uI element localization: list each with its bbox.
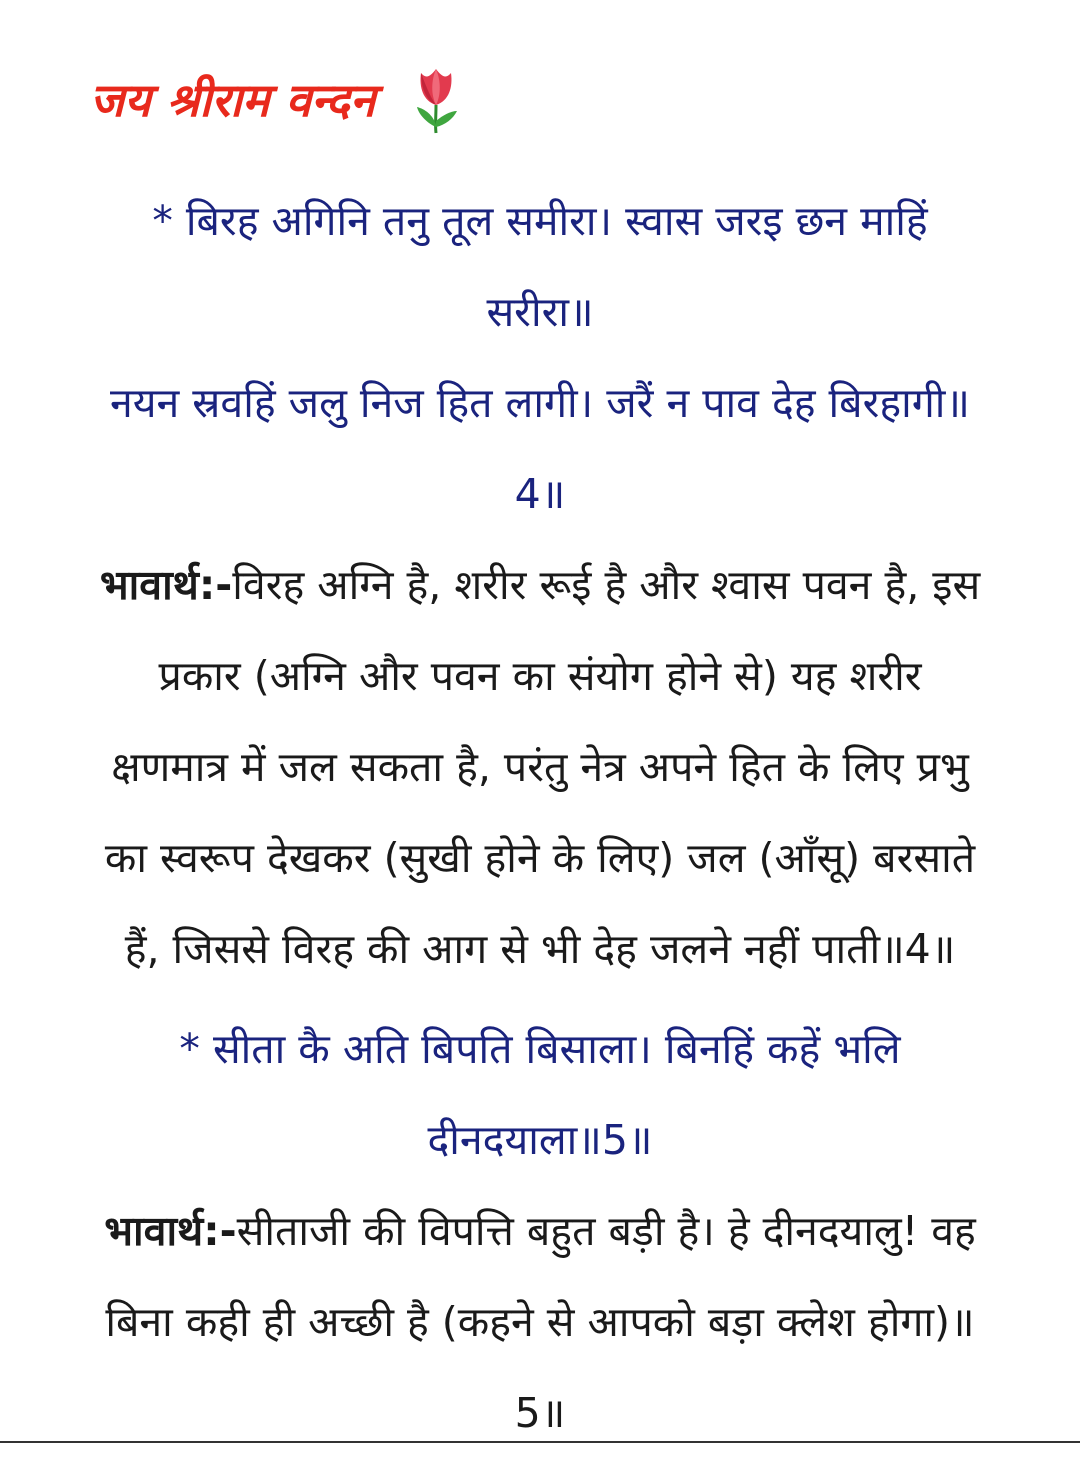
verse-line: * बिरह अगिनि तनु तूल समीरा। स्वास जरइ छन माहिं: [152, 197, 928, 245]
tulip-icon: [409, 65, 463, 135]
meaning-text: सीताजी की विपत्ति बहुत बड़ी है। हे दीनदयालु! वह: [236, 1207, 976, 1255]
verse-line: दीनदयाला॥5॥: [427, 1116, 653, 1164]
verse-line: सरीरा॥: [486, 288, 594, 336]
meaning-label: भावार्थ:-: [99, 561, 233, 609]
meaning-line: बिना कही ही अच्छी है (कहने से आपको बड़ा क्लेश होगा)॥: [105, 1298, 975, 1346]
verse-line: * सीता कै अति बिपति बिसाला। बिनहिं कहें भलि: [179, 1025, 901, 1073]
meaning-line: 5॥: [514, 1389, 566, 1437]
bottom-divider: [0, 1441, 1080, 1443]
meaning-2: [40, 1186, 1040, 1459]
meaning-line: का स्वरूप देखकर (सुखी होने के लिए) जल (आँसू) बरसाते: [104, 834, 976, 882]
header: [90, 60, 463, 140]
meaning-1: [40, 540, 1040, 995]
meaning-line: [40, 1186, 1040, 1277]
meaning-text: विरह अग्नि है, शरीर रूई है और श्वास पवन है, इस: [232, 561, 981, 609]
meaning-label: भावार्थ:-: [104, 1207, 237, 1255]
meaning-line: क्षणमात्र में जल सकता है, परंतु नेत्र अपने हित के लिए प्रभु: [111, 743, 969, 791]
verse-1: [40, 176, 1040, 540]
verse-line: 4॥: [514, 470, 566, 518]
meaning-line: हैं, जिससे विरह की आग से भी देह जलने नहीं पाती॥4॥: [124, 925, 956, 973]
meaning-line: प्रकार (अग्नि और पवन का संयोग होने से) यह शरीर: [158, 652, 922, 700]
verse-2: [40, 1004, 1040, 1186]
meaning-line: [40, 540, 1040, 631]
page-title: जय श्रीराम वन्दन: [90, 73, 376, 127]
verse-line: नयन स्रवहिं जलु निज हित लागी। जरैं न पाव देह बिरहागी॥: [109, 379, 970, 427]
